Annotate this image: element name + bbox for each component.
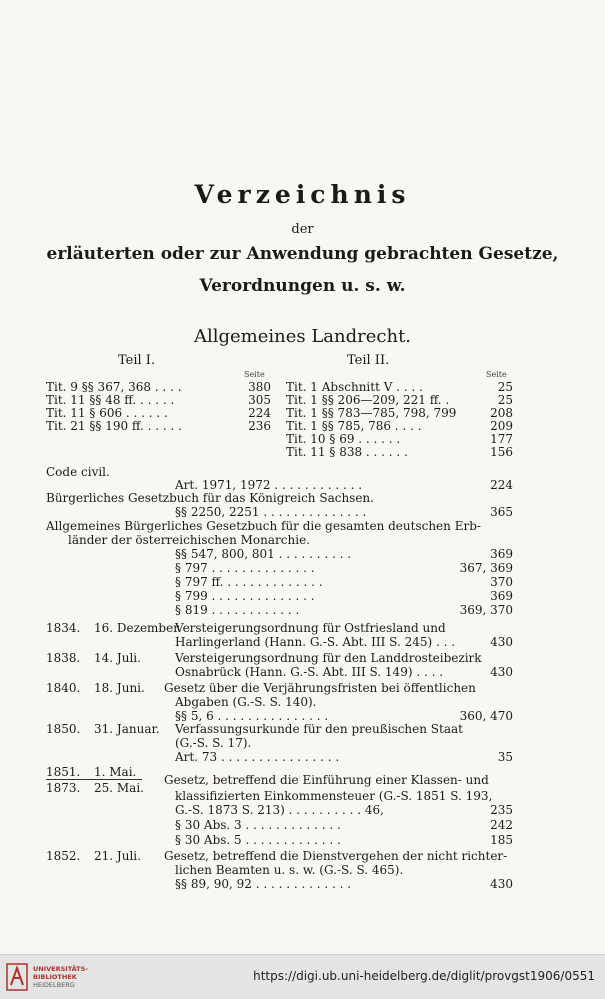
entry-art-1971: Art. 1971, 1972 . . . . . . . . . . . .	[175, 478, 363, 492]
teil2-seite-label: Seite	[486, 370, 507, 379]
text-1851-line-1: Gesetz, betreffend die Einführung einer Klassen- und	[164, 773, 489, 787]
library-name-line-1: UNIVERSITÄTS-	[33, 965, 88, 973]
year-1840: 1840.	[46, 681, 81, 695]
teil1-row-page: 305	[248, 393, 271, 407]
text-1851-line-5: § 30 Abs. 5 . . . . . . . . . . . . .	[175, 833, 341, 847]
text-1850-line-1: Verfassungsurkunde für den preußischen Staat	[175, 722, 463, 736]
teil2-row-ref: Tit. 1 §§ 783—785, 798, 799	[286, 406, 457, 420]
abgb-row-ref: § 797 . . . . . . . . . . . . . .	[175, 561, 315, 575]
teil1-row-page: 224	[248, 406, 271, 420]
date-1851: 1. Mai.	[94, 765, 137, 779]
page-1851-line-4: 242	[490, 818, 513, 832]
source-url-link[interactable]: https://digi.ub.uni-heidelberg.de/diglit/provgst1906/0551	[253, 969, 595, 983]
viewer-footer	[0, 954, 605, 999]
teil2-row-page: 25	[497, 393, 513, 407]
abgb-row-ref: §§ 547, 800, 801 . . . . . . . . . .	[175, 547, 352, 561]
teil2-row-ref: Tit. 10 § 69 . . . . . .	[286, 432, 401, 446]
subtitle-line-1: erläuterten oder zur Anwendung gebrachten Gesetze,	[46, 244, 559, 264]
teil1-row-page: 236	[248, 419, 271, 433]
text-1838-line-2: Osnabrück (Hann. G.-S. Abt. III S. 149) . . . .	[175, 665, 444, 679]
teil2-row-ref: Tit. 11 § 838 . . . . . .	[286, 445, 408, 459]
date-divider	[46, 779, 142, 780]
teil1-row-ref: Tit. 9 §§ 367, 368 . . . .	[46, 380, 182, 394]
text-1850-line-2: (G.-S. S. 17).	[175, 736, 252, 750]
text-1851-line-4: § 30 Abs. 3 . . . . . . . . . . . . .	[175, 818, 341, 832]
date-1852: 21. Juli.	[94, 849, 141, 863]
abgb-row-ref: § 799 . . . . . . . . . . . . . .	[175, 589, 315, 603]
text-1852-line-1: Gesetz, betreffend die Dienstvergehen der nicht richter-	[164, 849, 508, 863]
text-1834-line-1: Versteigerungsordnung für Ostfriesland und	[175, 621, 446, 635]
subtitle-line-2: Verordnungen u. s. w.	[199, 276, 406, 296]
library-name-line-3: HEIDELBERG	[33, 981, 75, 989]
page-1852: 430	[490, 877, 513, 891]
text-1852-line-2: lichen Beamten u. s. w. (G.-S. S. 465).	[175, 863, 404, 877]
abgb-row-page: 367, 369	[459, 561, 513, 575]
teil2-row-ref: Tit. 1 §§ 206—209, 221 ff. .	[286, 393, 450, 407]
university-library-logo-icon	[6, 963, 28, 991]
teil2-heading: Teil II.	[347, 353, 390, 368]
entry-code-civil: Code civil.	[46, 465, 110, 479]
text-1850-line-3: Art. 73 . . . . . . . . . . . . . . . .	[175, 750, 340, 764]
date-1838: 14. Juli.	[94, 651, 141, 665]
year-1852: 1852.	[46, 849, 81, 863]
text-1851-line-2: klassifizierten Einkommensteuer (G.-S. 1851 S. 193,	[175, 789, 493, 803]
library-name	[33, 965, 88, 989]
teil2-row-page: 156	[490, 445, 513, 459]
teil1-row-ref: Tit. 11 § 606 . . . . . .	[46, 406, 168, 420]
teil2-row-page: 209	[490, 419, 513, 433]
abgb-row-page: 369	[490, 589, 513, 603]
teil2-row-page: 208	[490, 406, 513, 420]
page-1850: 35	[497, 750, 513, 764]
teil2-row-ref: Tit. 1 §§ 785, 786 . . . .	[286, 419, 422, 433]
entry-bgb-sachsen: Bürgerliches Gesetzbuch für das Königreich Sachsen.	[46, 491, 374, 505]
entry-p2250-page: 365	[490, 505, 513, 519]
year-1838: 1838.	[46, 651, 81, 665]
abgb-row-page: 370	[490, 575, 513, 589]
abgb-row-page: 369	[490, 547, 513, 561]
teil2-row-ref: Tit. 1 Abschnitt V . . . .	[286, 380, 423, 394]
year-1873: 1873.	[46, 781, 81, 795]
teil2-row-page: 177	[490, 432, 513, 446]
entry-p2250: §§ 2250, 2251 . . . . . . . . . . . . . .	[175, 505, 367, 519]
date-1834: 16. Dezember.	[94, 621, 182, 635]
entry-art-1971-page: 224	[490, 478, 513, 492]
page-1838: 430	[490, 665, 513, 679]
page-1851-line-5: 185	[490, 833, 513, 847]
year-1834: 1834.	[46, 621, 81, 635]
abgb-row-page: 369, 370	[459, 603, 513, 617]
text-1852-line-3: §§ 89, 90, 92 . . . . . . . . . . . . .	[175, 877, 352, 891]
abgb-row-ref: § 797 ff. . . . . . . . . . . . . .	[175, 575, 323, 589]
text-1840-line-3: §§ 5, 6 . . . . . . . . . . . . . . .	[175, 709, 329, 723]
teil2-row-page: 25	[497, 380, 513, 394]
page-1834: 430	[490, 635, 513, 649]
abgb-row-ref: § 819 . . . . . . . . . . . .	[175, 603, 300, 617]
date-1840: 18. Juni.	[94, 681, 145, 695]
teil1-seite-label: Seite	[244, 370, 265, 379]
text-1840-line-2: Abgaben (G.-S. S. 140).	[175, 695, 317, 709]
text-1840-line-1: Gesetz über die Verjährungsfristen bei öffentlichen	[164, 681, 476, 695]
teil1-heading: Teil I.	[118, 353, 156, 368]
year-1850: 1850.	[46, 722, 81, 736]
text-1834-line-2: Harlingerland (Hann. G.-S. Abt. III S. 245) . . .	[175, 635, 456, 649]
date-1850: 31. Januar.	[94, 722, 160, 736]
teil1-row-ref: Tit. 21 §§ 190 ff. . . . . .	[46, 419, 182, 433]
page-title: Verzeichnis	[194, 180, 411, 209]
year-1851: 1851.	[46, 765, 81, 779]
title-der: der	[291, 222, 314, 237]
text-1851-line-3: G.-S. 1873 S. 213) . . . . . . . . . . 46,	[175, 803, 384, 817]
page-1851-line-3: 235	[490, 803, 513, 817]
date-1873: 25. Mai.	[94, 781, 144, 795]
entry-abgb-line-1: Allgemeines Bürgerliches Gesetzbuch für die gesamten deutschen Erb-	[46, 519, 481, 533]
page-1840: 360, 470	[459, 709, 513, 723]
entry-abgb-line-2: länder der österreichischen Monarchie.	[68, 533, 310, 547]
teil1-row-ref: Tit. 11 §§ 48 ff. . . . . .	[46, 393, 175, 407]
teil1-row-page: 380	[248, 380, 271, 394]
text-1838-line-1: Versteigerungsordnung für den Landdrosteibezirk	[175, 651, 482, 665]
section-title: Allgemeines Landrecht.	[193, 326, 412, 347]
library-name-line-2: BIBLIOTHEK	[33, 973, 77, 981]
